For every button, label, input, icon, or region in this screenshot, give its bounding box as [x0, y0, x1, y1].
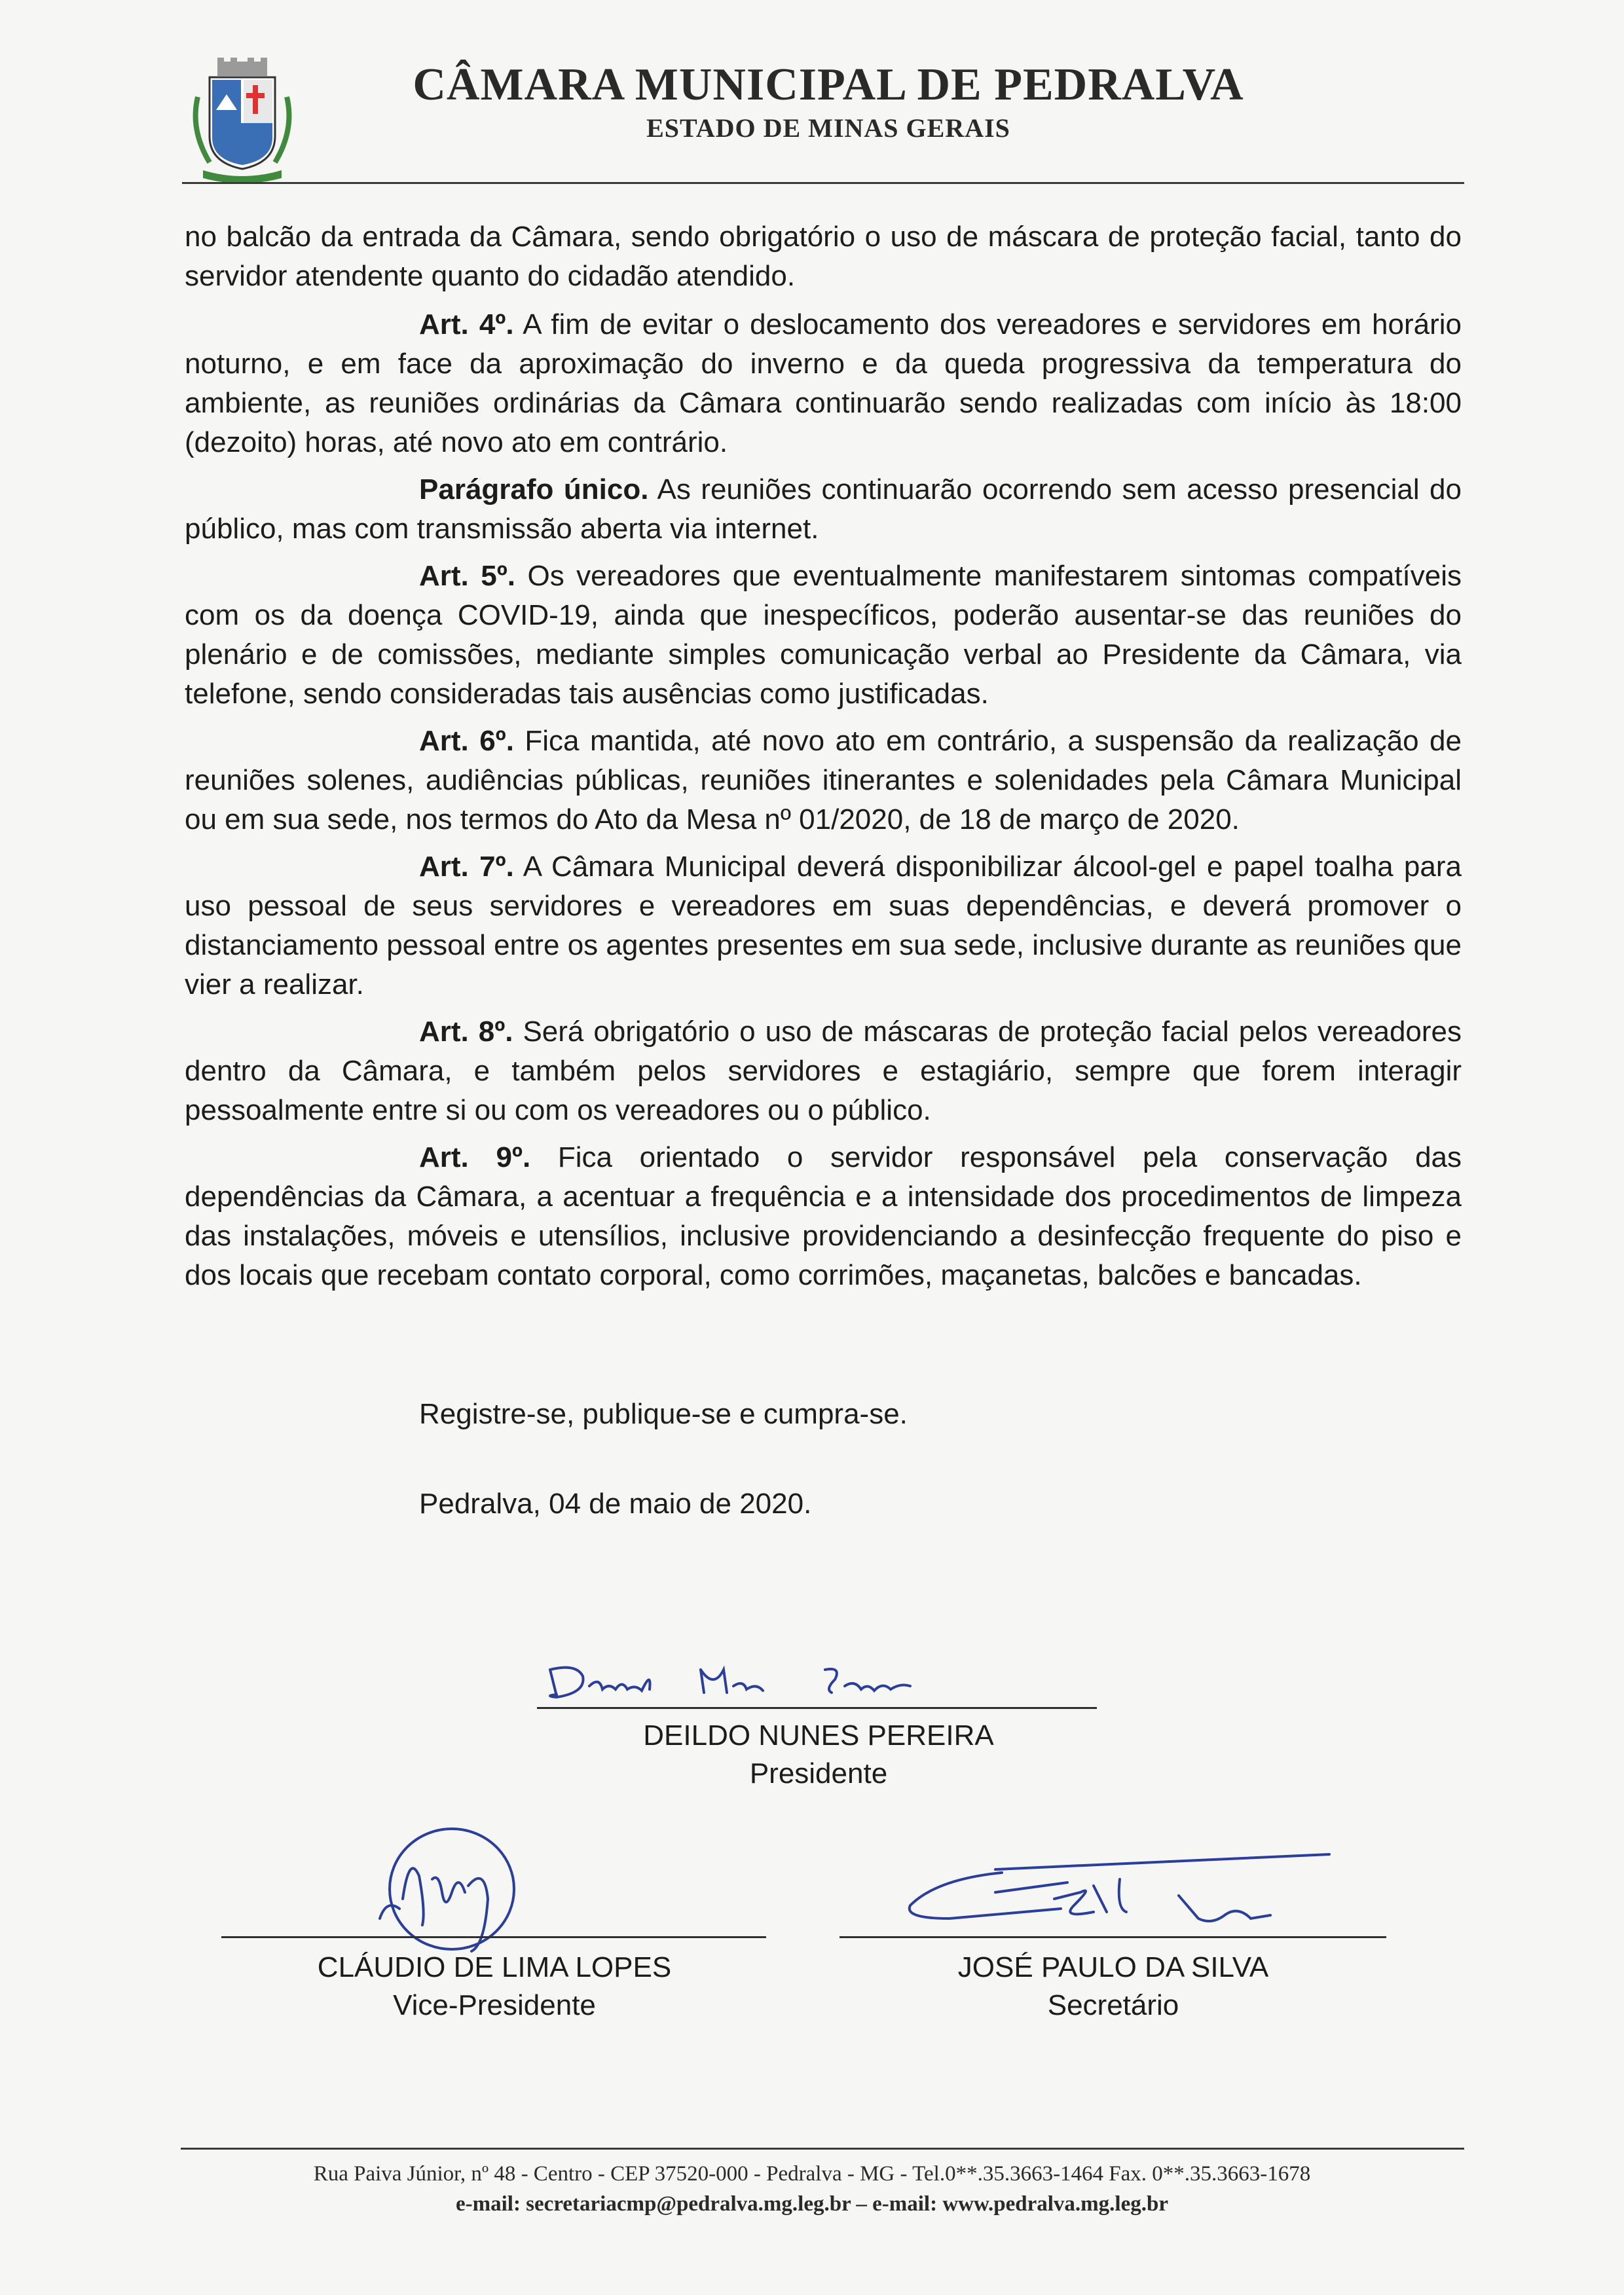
article-4-text: A fim de evitar o deslocamento dos vereadores e servidores em horário noturno, e em face da aproximação do inverno e da queda progressiva da temperatura do ambiente, as reuniões ordinárias da Câmara continuarão sendo realizadas com início às 18:00 (dezoito) horas, até novo ato em contrário.	[185, 308, 1462, 458]
article-9	[185, 1138, 1462, 1295]
article-5	[185, 557, 1462, 714]
secretary-signature-line	[840, 1936, 1386, 1938]
secretary-signature	[897, 1846, 1336, 1932]
president-signature	[537, 1657, 943, 1709]
sole-paragraph	[185, 470, 1462, 549]
organization-name: CÂMARA MUNICIPAL DE PEDRALVA	[413, 60, 1244, 110]
secretary-block	[858, 1949, 1369, 2025]
article-6-text: Fica mantida, até novo ato em contrário, a suspensão da realização de reuniões solenes, audiências públicas, reuniões itinerantes e solenidades pela Câmara Municipal ou em sua sede, nos termos do Ato da Mesa nº 01/2020, de 18 de março de 2020.	[185, 725, 1462, 835]
document-body	[185, 217, 1462, 1303]
article-8	[185, 1012, 1462, 1130]
article-9-text: Fica orientado o servidor responsável pela conservação das dependências da Câmara, a acentuar a frequência e a intensidade dos procedimentos de limpeza das instalações, móveis e utensílios, inclusive providenciando a desinfecção frequente do piso e dos locais que recebam contato corporal, como corrimões, maçanetas, balcões e bancadas.	[185, 1141, 1462, 1291]
footer-divider	[181, 2148, 1464, 2150]
footer-address: Rua Paiva Júnior, nº 48 - Centro - CEP 37520-000 - Pedralva - MG - Tel.0**.35.3663-1464 Fax. 0**.35.3663-1678	[313, 2162, 1311, 2186]
paragraph-continuation: no balcão da entrada da Câmara, sendo obrigatório o uso de máscara de proteção facial, tanto do servidor atendente quanto do cidadão atendido.	[185, 221, 1462, 292]
article-7-label: Art. 7º.	[419, 851, 514, 883]
vice-president-block	[236, 1949, 753, 2025]
sole-paragraph-label: Parágrafo único.	[419, 473, 649, 505]
closing-formula: Registre-se, publique-se e cumpra-se.	[419, 1398, 908, 1430]
sole-paragraph-text: As reuniões continuarão ocorrendo sem acesso presencial do público, mas com transmissão aberta via internet.	[185, 473, 1462, 545]
article-8-text: Será obrigatório o uso de máscaras de proteção facial pelos vereadores dentro da Câmara, e também pelos servidores e estagiário, sempre que forem interagir pessoalmente entre si ou com os vereadores ou o público.	[185, 1016, 1462, 1126]
place-and-date: Pedralva, 04 de maio de 2020.	[419, 1488, 812, 1520]
president-block	[563, 1717, 1074, 1793]
article-4-label: Art. 4º.	[419, 308, 514, 340]
header-divider	[182, 182, 1464, 184]
organization-state: ESTADO DE MINAS GERAIS	[646, 113, 1010, 143]
article-8-label: Art. 8º.	[419, 1016, 513, 1048]
vice-president-role: Vice-Presidente	[393, 1989, 596, 2021]
article-5-text: Os vereadores que eventualmente manifestarem sintomas compatíveis com os da doença COVID-19, ainda que inespecíficos, poderão ausentar-se das reuniões do plenário e de comissões, mediante simples comunicação verbal ao Presidente da Câmara, via telefone, sendo consideradas tais ausências como justificadas.	[185, 560, 1462, 710]
article-6-label: Art. 6º.	[419, 725, 514, 757]
article-9-label: Art. 9º.	[419, 1141, 531, 1173]
article-4	[185, 305, 1462, 462]
president-role: Presidente	[749, 1757, 888, 1790]
coat-of-arms-icon	[183, 58, 301, 186]
article-6	[185, 722, 1462, 839]
article-7-text: A Câmara Municipal deverá disponibilizar álcool-gel e papel toalha para uso pessoal de seus servidores e vereadores em suas dependências, e deverá promover o distanciamento pessoal entre os agentes presentes em sua sede, inclusive durante as reuniões que vier a realizar.	[185, 851, 1462, 1001]
secretary-role: Secretário	[1047, 1989, 1179, 2021]
secretary-name: JOSÉ PAULO DA SILVA	[957, 1951, 1269, 1983]
president-name: DEILDO NUNES PEREIRA	[643, 1719, 994, 1752]
vice-president-name: CLÁUDIO DE LIMA LOPES	[317, 1951, 672, 1983]
article-5-label: Art. 5º.	[419, 560, 516, 592]
article-7	[185, 847, 1462, 1004]
president-signature-line	[537, 1707, 1097, 1709]
vice-president-signature-line	[221, 1936, 766, 1938]
letterhead	[0, 0, 1624, 190]
footer-contact: e-mail: secretariacmp@pedralva.mg.leg.br – e-mail: www.pedralva.mg.leg.br	[455, 2192, 1168, 2216]
